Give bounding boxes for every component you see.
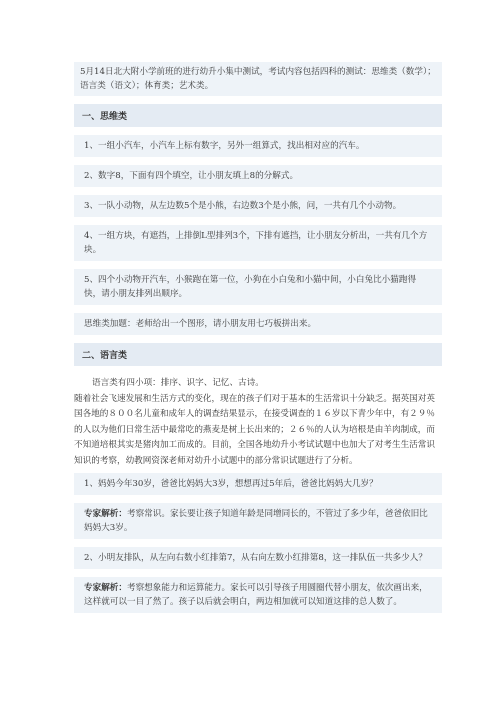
list-item: 2、数字8，下面有四个填空，让小朋友填上8的分解式。 [74, 165, 442, 187]
list-item: 4、一组方块，有遮挡，上排倒L型排列3个，下排有遮挡，让小朋友分析出，一共有几个方块。 [74, 225, 442, 261]
list-item: 1、一组小汽车，小汽车上标有数字，另外一组算式，找出相对应的汽车。 [74, 135, 442, 157]
answer-label: 专家解析： [84, 509, 127, 519]
answer-text: 考察想象能力和运算能力。家长可以引导孩子用圆圈代替小朋友，依次画出来，这样就可以一目了然了。孩子以后就会明白，两边相加就可以知道这排的总人数了。 [84, 583, 428, 607]
intro-paragraph: 5月14日北大附小学前班的进行幼升小集中测试，考试内容包括四科的测试：思维类（数学）；语言类（语文）；体育类；艺术类。 [74, 62, 442, 96]
list-item: 5、四个小动物开汽车，小猴跑在第一位，小狗在小白兔和小猫中间，小白兔比小猫跑得快，请小朋友排列出顺序。 [74, 269, 442, 305]
question-2: 2、小明友排队，从左向右数小红排第7，从右向左数小红排第8，这一排队伍一共多少人？ [74, 547, 442, 569]
language-paragraph: 随着社会飞速发展和生活方式的变化，现在的孩子们对于基本的生活常识十分缺乏。据英国对英国各地的８００名儿童和成年人的调查结果显示，在接受调查的１６岁以下青少年中，有２９％的人以为他们日常生活中最常吃的燕麦是树上长出来的；２６％的人认为培根是由羊肉制成，而不知道培根其实是猪肉加工而成的。目前，全国各地幼升小考试试题中也加大了对考生生活常识知识的考察，幼教网资深老师对幼升小试题中的部分常识试题进行了分析。 [74, 393, 435, 466]
question-1: 1、妈妈今年30岁，爸爸比妈妈大3岁，想想再过5年后，爸爸比妈妈大几岁？ [74, 473, 442, 495]
answer-1 [74, 503, 442, 539]
answer-text: 考察常识。家长要让孩子知道年龄是同增同长的，不管过了多少年，爸爸依旧比妈妈大3岁。 [84, 509, 428, 533]
answer-label: 专家解析： [84, 583, 127, 593]
list-item: 3、一队小动物，从左边数5个是小熊，右边数3个是小熊，问，一共有几个小动物。 [74, 195, 442, 217]
section-heading-language: 二、语言类 [74, 343, 442, 366]
section-heading-thinking: 一、思维类 [74, 104, 442, 127]
language-intro: 语言类有四小项：排序、识字、记忆、古诗。 [92, 378, 264, 388]
list-item: 思维类加题：老师给出一个图形，请小朋友用七巧板拼出来。 [74, 313, 442, 335]
document [74, 62, 442, 613]
answer-2 [74, 577, 442, 613]
